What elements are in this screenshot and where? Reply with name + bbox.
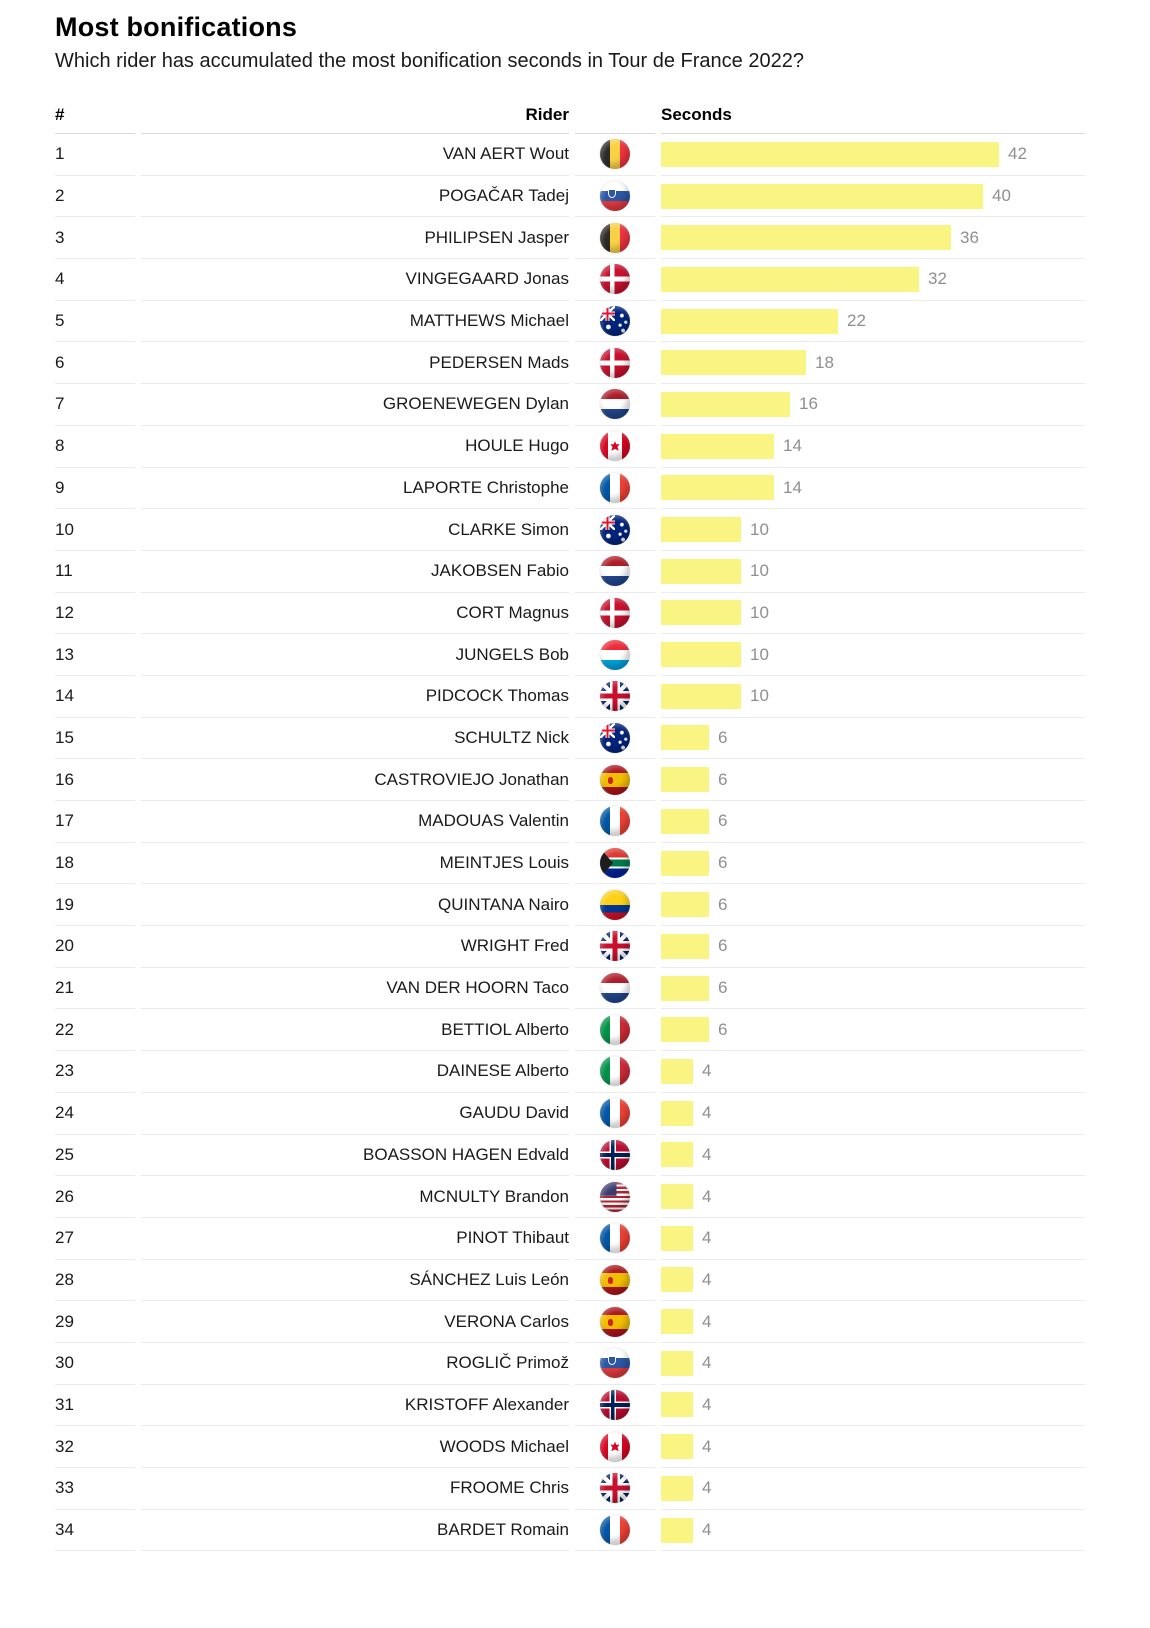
rider-name: VAN DER HOORN Taco [141, 968, 569, 1010]
seconds-bar [661, 1142, 693, 1167]
table-rows [55, 134, 1085, 1551]
seconds-value: 6 [718, 853, 728, 873]
row-rank: 21 [55, 968, 135, 1010]
table-row [55, 468, 1085, 510]
seconds-value: 22 [847, 311, 866, 331]
row-rank: 23 [55, 1051, 135, 1093]
seconds-value: 4 [702, 1394, 712, 1414]
seconds-value: 10 [750, 561, 769, 581]
seconds-bar [661, 1434, 693, 1459]
flag-fr-icon [600, 1515, 630, 1545]
seconds-bar [661, 267, 919, 292]
rider-name: GAUDU David [141, 1093, 569, 1135]
seconds-value: 4 [702, 1353, 712, 1373]
seconds-value: 4 [702, 1269, 712, 1289]
rider-name: DAINESE Alberto [141, 1051, 569, 1093]
row-rank: 20 [55, 926, 135, 968]
seconds-bar [661, 1101, 693, 1126]
table-row [55, 634, 1085, 676]
seconds-bar [661, 1017, 709, 1042]
rider-name: BETTIOL Alberto [141, 1009, 569, 1051]
seconds-value: 4 [702, 1436, 712, 1456]
rider-name: VAN AERT Wout [141, 134, 569, 176]
rider-name: PEDERSEN Mads [141, 342, 569, 384]
table-row [55, 968, 1085, 1010]
row-rank: 6 [55, 342, 135, 384]
row-rank: 8 [55, 426, 135, 468]
column-header-seconds: Seconds [661, 102, 1085, 134]
seconds-bar [661, 851, 709, 876]
flag-dk-icon [600, 348, 630, 378]
seconds-value: 4 [702, 1144, 712, 1164]
seconds-bar [661, 1476, 693, 1501]
seconds-bar [661, 1351, 693, 1376]
table-row [55, 884, 1085, 926]
rider-name: MADOUAS Valentin [141, 801, 569, 843]
table-row [55, 551, 1085, 593]
seconds-value: 6 [718, 978, 728, 998]
seconds-value: 4 [702, 1186, 712, 1206]
row-rank: 22 [55, 1009, 135, 1051]
seconds-bar [661, 1226, 693, 1251]
table-row [55, 926, 1085, 968]
flag-fr-icon [600, 1098, 630, 1128]
rider-name: JUNGELS Bob [141, 634, 569, 676]
seconds-bar [661, 517, 741, 542]
seconds-value: 18 [815, 352, 834, 372]
seconds-value: 4 [702, 1478, 712, 1498]
flag-fr-icon [600, 473, 630, 503]
rider-name: SÁNCHEZ Luis León [141, 1260, 569, 1302]
table-row [55, 217, 1085, 259]
seconds-value: 16 [799, 394, 818, 414]
row-rank: 30 [55, 1343, 135, 1385]
row-rank: 13 [55, 634, 135, 676]
page-title: Most bonifications [55, 12, 298, 42]
table-row [55, 1301, 1085, 1343]
seconds-value: 6 [718, 769, 728, 789]
row-rank: 18 [55, 843, 135, 885]
row-rank: 25 [55, 1135, 135, 1177]
rider-name: PHILIPSEN Jasper [141, 217, 569, 259]
table-row [55, 1176, 1085, 1218]
flag-za-icon [600, 848, 630, 878]
rider-name: KRISTOFF Alexander [141, 1385, 569, 1427]
page-subtitle: Which rider has accumulated the most bonification seconds in Tour de France 2022? [55, 50, 804, 72]
flag-es-icon [600, 765, 630, 795]
rider-name: CLARKE Simon [141, 509, 569, 551]
seconds-bar [661, 684, 741, 709]
flag-dk-icon [600, 598, 630, 628]
row-rank: 5 [55, 301, 135, 343]
row-rank: 26 [55, 1176, 135, 1218]
rider-name: QUINTANA Nairo [141, 884, 569, 926]
rider-name: PINOT Thibaut [141, 1218, 569, 1260]
rider-name: GROENEWEGEN Dylan [141, 384, 569, 426]
seconds-value: 4 [702, 1061, 712, 1081]
row-rank: 34 [55, 1510, 135, 1552]
row-rank: 11 [55, 551, 135, 593]
seconds-bar [661, 475, 774, 500]
rider-name: LAPORTE Christophe [141, 468, 569, 510]
seconds-value: 36 [960, 227, 979, 247]
flag-it-icon [600, 1056, 630, 1086]
seconds-bar [661, 600, 741, 625]
rider-name: CASTROVIEJO Jonathan [141, 759, 569, 801]
seconds-bar [661, 559, 741, 584]
flag-no-icon [600, 1140, 630, 1170]
table-row [55, 342, 1085, 384]
seconds-value: 6 [718, 894, 728, 914]
seconds-value: 10 [750, 686, 769, 706]
rider-name: CORT Magnus [141, 593, 569, 635]
table-row [55, 1343, 1085, 1385]
seconds-bar [661, 1392, 693, 1417]
seconds-bar [661, 392, 790, 417]
table-row [55, 1385, 1085, 1427]
flag-au-icon [600, 723, 630, 753]
row-rank: 4 [55, 259, 135, 301]
seconds-bar [661, 434, 774, 459]
rider-name: WRIGHT Fred [141, 926, 569, 968]
table-row [55, 676, 1085, 718]
table-row [55, 426, 1085, 468]
table-row [55, 1135, 1085, 1177]
seconds-bar [661, 767, 709, 792]
table-row [55, 134, 1085, 176]
rider-name: MEINTJES Louis [141, 843, 569, 885]
row-rank: 19 [55, 884, 135, 926]
flag-nl-icon [600, 556, 630, 586]
flag-co-icon [600, 890, 630, 920]
flag-si-icon [600, 1348, 630, 1378]
seconds-bar [661, 142, 999, 167]
row-rank: 3 [55, 217, 135, 259]
table-row [55, 301, 1085, 343]
rider-name: VINGEGAARD Jonas [141, 259, 569, 301]
table-row [55, 1510, 1085, 1552]
table-row [55, 1468, 1085, 1510]
seconds-value: 4 [702, 1311, 712, 1331]
seconds-value: 6 [718, 811, 728, 831]
seconds-value: 6 [718, 727, 728, 747]
table-row [55, 1009, 1085, 1051]
row-rank: 32 [55, 1426, 135, 1468]
row-rank: 10 [55, 509, 135, 551]
table-row [55, 1260, 1085, 1302]
seconds-value: 14 [783, 477, 802, 497]
row-rank: 15 [55, 718, 135, 760]
row-rank: 33 [55, 1468, 135, 1510]
rider-name: POGAČAR Tadej [141, 176, 569, 218]
seconds-bar [661, 809, 709, 834]
flag-fr-icon [600, 806, 630, 836]
seconds-bar [661, 725, 709, 750]
bonifications-table [55, 102, 1085, 1551]
table-row [55, 1093, 1085, 1135]
row-rank: 27 [55, 1218, 135, 1260]
flag-au-icon [600, 515, 630, 545]
table-row [55, 384, 1085, 426]
table-row [55, 1426, 1085, 1468]
row-rank: 29 [55, 1301, 135, 1343]
seconds-value: 10 [750, 602, 769, 622]
seconds-bar [661, 1309, 693, 1334]
column-header-flag [575, 102, 655, 134]
flag-dk-icon [600, 264, 630, 294]
rider-name: JAKOBSEN Fabio [141, 551, 569, 593]
flag-fr-icon [600, 1223, 630, 1253]
seconds-bar [661, 1184, 693, 1209]
row-rank: 12 [55, 593, 135, 635]
row-rank: 2 [55, 176, 135, 218]
row-rank: 17 [55, 801, 135, 843]
flag-nl-icon [600, 389, 630, 419]
table-row [55, 509, 1085, 551]
table-row [55, 1218, 1085, 1260]
table-row [55, 759, 1085, 801]
seconds-value: 6 [718, 936, 728, 956]
table-row [55, 1051, 1085, 1093]
flag-es-icon [600, 1265, 630, 1295]
seconds-value: 6 [718, 1019, 728, 1039]
seconds-bar [661, 225, 951, 250]
rider-name: MCNULTY Brandon [141, 1176, 569, 1218]
flag-si-icon [600, 181, 630, 211]
seconds-value: 10 [750, 644, 769, 664]
table-row [55, 176, 1085, 218]
table-row [55, 259, 1085, 301]
row-rank: 24 [55, 1093, 135, 1135]
rider-name: WOODS Michael [141, 1426, 569, 1468]
rider-name: SCHULTZ Nick [141, 718, 569, 760]
seconds-bar [661, 350, 806, 375]
row-rank: 31 [55, 1385, 135, 1427]
seconds-value: 4 [702, 1103, 712, 1123]
seconds-bar [661, 184, 983, 209]
row-rank: 14 [55, 676, 135, 718]
flag-it-icon [600, 1015, 630, 1045]
flag-no-icon [600, 1390, 630, 1420]
seconds-value: 14 [783, 436, 802, 456]
flag-gb-icon [600, 1473, 630, 1503]
seconds-value: 10 [750, 519, 769, 539]
table-row [55, 593, 1085, 635]
flag-be-icon [600, 223, 630, 253]
row-rank: 16 [55, 759, 135, 801]
table-row [55, 843, 1085, 885]
row-rank: 1 [55, 134, 135, 176]
column-header-rank: # [55, 102, 135, 134]
seconds-bar [661, 1267, 693, 1292]
rider-name: FROOME Chris [141, 1468, 569, 1510]
seconds-value: 42 [1008, 144, 1027, 164]
column-header-rider: Rider [141, 102, 569, 134]
flag-us-icon [600, 1182, 630, 1212]
seconds-bar [661, 976, 709, 1001]
flag-ca-icon [600, 1432, 630, 1462]
rider-name: ROGLIČ Primož [141, 1343, 569, 1385]
flag-au-icon [600, 306, 630, 336]
rider-name: HOULE Hugo [141, 426, 569, 468]
seconds-value: 40 [992, 186, 1011, 206]
seconds-bar [661, 892, 709, 917]
row-rank: 9 [55, 468, 135, 510]
seconds-bar [661, 1059, 693, 1084]
flag-ca-icon [600, 431, 630, 461]
seconds-value: 4 [702, 1228, 712, 1248]
flag-gb-icon [600, 931, 630, 961]
table-row [55, 718, 1085, 760]
table-header-row [55, 102, 1085, 134]
rider-name: BARDET Romain [141, 1510, 569, 1552]
rider-name: PIDCOCK Thomas [141, 676, 569, 718]
seconds-value: 32 [928, 269, 947, 289]
row-rank: 28 [55, 1260, 135, 1302]
row-rank: 7 [55, 384, 135, 426]
flag-lu-icon [600, 640, 630, 670]
seconds-bar [661, 934, 709, 959]
flag-gb-icon [600, 681, 630, 711]
flag-nl-icon [600, 973, 630, 1003]
table-row [55, 801, 1085, 843]
rider-name: MATTHEWS Michael [141, 301, 569, 343]
seconds-bar [661, 642, 741, 667]
rider-name: BOASSON HAGEN Edvald [141, 1135, 569, 1177]
flag-es-icon [600, 1307, 630, 1337]
seconds-bar [661, 1518, 693, 1543]
rider-name: VERONA Carlos [141, 1301, 569, 1343]
seconds-bar [661, 309, 838, 334]
flag-be-icon [600, 139, 630, 169]
seconds-value: 4 [702, 1520, 712, 1540]
